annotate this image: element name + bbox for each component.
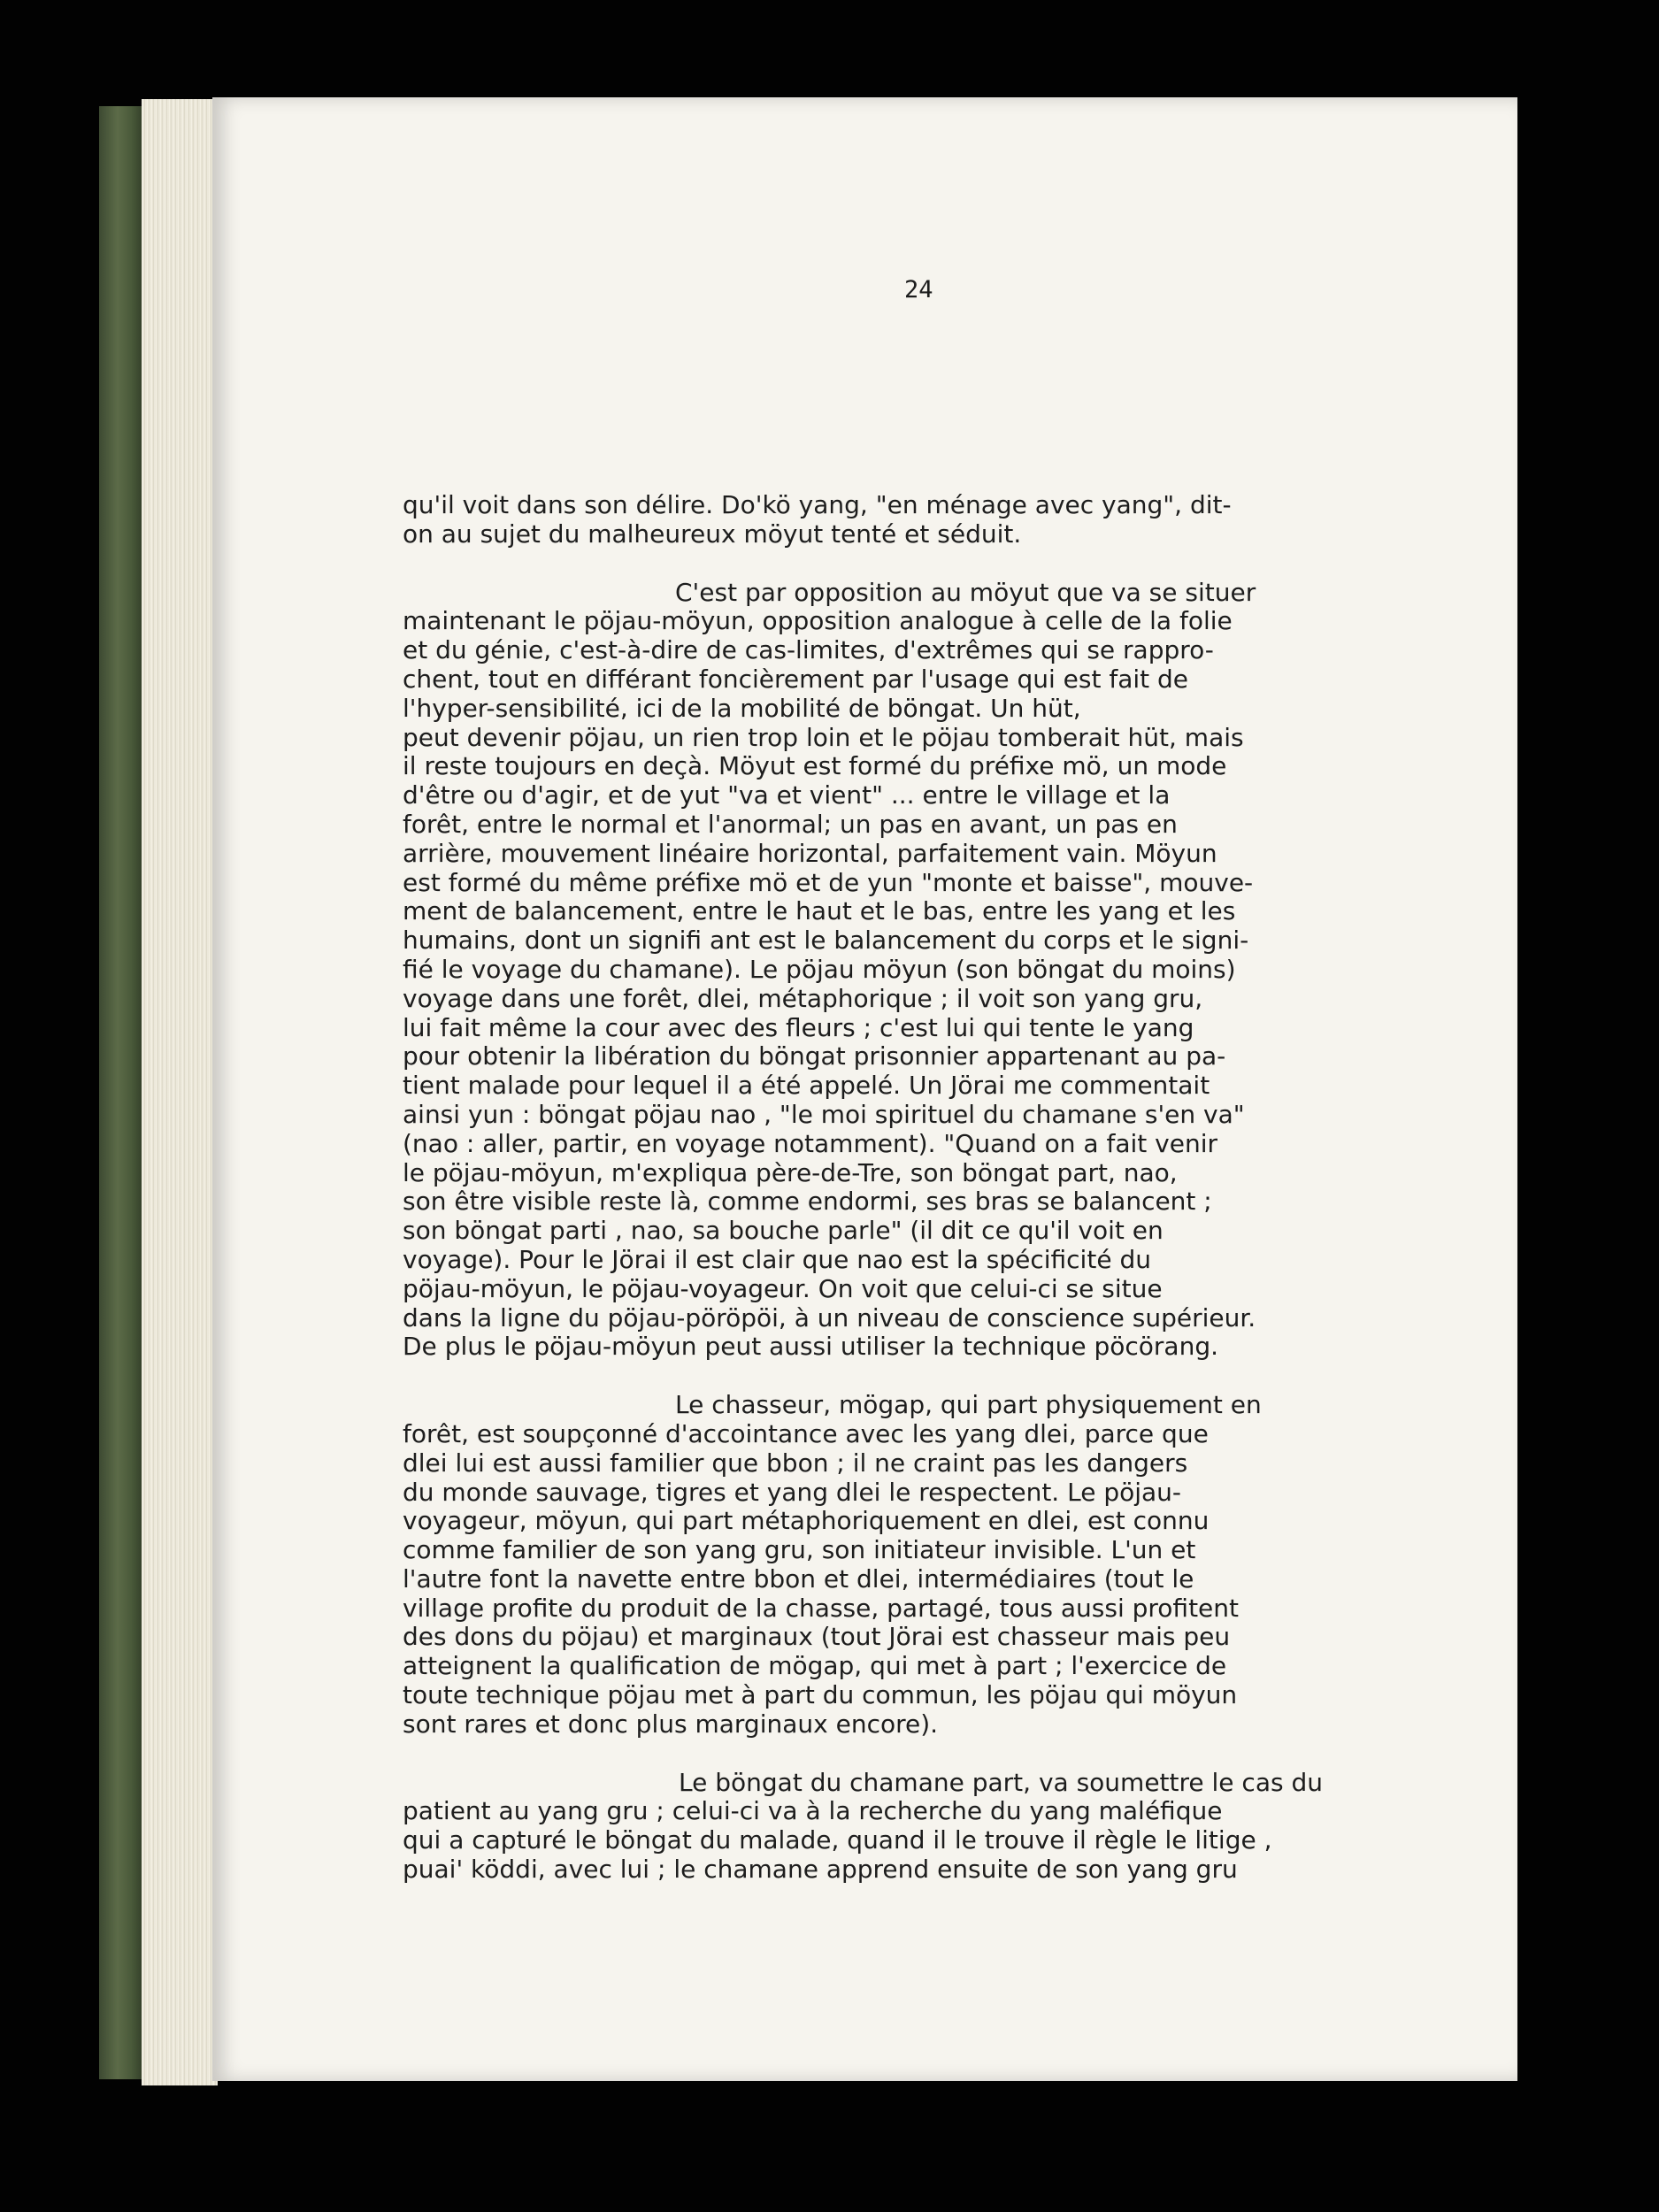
text-line: voyage dans une forêt, dlei, métaphorique ; il voit son yang gru,: [403, 983, 1203, 1013]
text-line: qui a capturé le böngat du malade, quand il le trouve il règle le litige ,: [403, 1825, 1272, 1855]
text-line: dans la ligne du pöjau-pöröpöi, à un niveau de conscience supérieur.: [403, 1302, 1256, 1333]
text-line: et du génie, c'est-à-dire de cas-limites, d'extrêmes qui se rappro-: [403, 635, 1214, 665]
text-line: est formé du même préfixe mö et de yun "monte et baisse", mouve-: [403, 867, 1254, 897]
text-line: d'être ou d'agir, et de yut "va et vient" ... entre le village et la: [403, 780, 1171, 810]
text-line: sont rares et donc plus marginaux encore).: [403, 1709, 939, 1739]
text-line: patient au yang gru ; celui-ci va à la recherche du yang maléfique: [403, 1796, 1223, 1826]
text-line: des dons du pöjau) et marginaux (tout Jörai est chasseur mais peu: [403, 1622, 1231, 1652]
text-line: Le böngat du chamane part, va soumettre le cas du: [679, 1767, 1323, 1797]
text-line: toute technique pöjau met à part du commun, les pöjau qui möyun: [403, 1680, 1238, 1710]
book-cover-edge: [99, 106, 145, 2079]
paragraph-gap: [403, 1362, 1429, 1391]
text-line: qu'il voit dans son délire. Do'kö yang, "en ménage avec yang", dit-: [403, 490, 1232, 519]
text-line: tient malade pour lequel il a été appelé. Un Jörai me commentait: [403, 1071, 1210, 1101]
text-line: forêt, entre le normal et l'anormal; un pas en avant, un pas en: [403, 809, 1178, 839]
text-line: ment de balancement, entre le haut et le bas, entre les yang et les: [403, 896, 1236, 926]
text-line: on au sujet du malheureux möyut tenté et séduit.: [403, 518, 1022, 549]
text-line: humains, dont un signifi ant est le balancement du corps et le signi-: [403, 926, 1249, 956]
text-line: maintenant le pöjau-möyun, opposition analogue à celle de la folie: [403, 606, 1233, 636]
text-line: lui fait même la cour avec des fleurs ; c'est lui qui tente le yang: [403, 1012, 1194, 1042]
text-line: pöjau-möyun, le pöjau-voyageur. On voit que celui-ci se situe: [403, 1273, 1163, 1303]
text-line: il reste toujours en deçà. Möyut est formé du préfixe mö, un mode: [403, 751, 1227, 781]
text-line: forêt, est soupçonné d'accointance avec les yang dlei, parce que: [403, 1418, 1209, 1448]
text-line: voyage). Pour le Jörai il est clair que nao est la spécificité du: [403, 1244, 1151, 1274]
text-line: C'est par opposition au möyut que va se situer: [675, 577, 1256, 607]
text-line: le pöjau-möyun, m'expliqua père-de-Tre, son böngat part, nao,: [403, 1157, 1178, 1187]
text-line: dlei lui est aussi familier que bbon ; il ne craint pas les dangers: [403, 1448, 1188, 1478]
text-line: (nao : aller, partir, en voyage notamment). "Quand on a fait venir: [403, 1128, 1217, 1158]
text-line: ainsi yun : böngat pöjau nao , "le moi spirituel du chamane s'en va": [403, 1099, 1245, 1129]
paragraph-gap: [403, 1740, 1429, 1769]
text-line: l'autre font la navette entre bbon et dlei, intermédiaires (tout le: [403, 1563, 1194, 1594]
text-line: son être visible reste là, comme endormi, ses bras se balancent ;: [403, 1187, 1212, 1217]
text-line: Le chasseur, mögap, qui part physiquement en: [675, 1390, 1262, 1420]
body-text: [403, 491, 1429, 1885]
text-line: puai' köddi, avec lui ; le chamane apprend ensuite de son yang gru: [403, 1855, 1238, 1885]
page-edges: [142, 99, 218, 2085]
text-line: l'hyper-sensibilité, ici de la mobilité de böngat. Un hüt,: [403, 693, 1081, 723]
text-line: comme familier de son yang gru, son initiateur invisible. L'un et: [403, 1535, 1196, 1565]
paragraph-gap: [403, 549, 1429, 579]
text-line: atteignent la qualification de mögap, qui met à part ; l'exercice de: [403, 1651, 1227, 1681]
text-line: son böngat parti , nao, sa bouche parle" (il dit ce qu'il voit en: [403, 1216, 1164, 1246]
text-line: voyageur, möyun, qui part métaphoriquement en dlei, est connu: [403, 1506, 1210, 1536]
text-line: fié le voyage du chamane). Le pöjau möyun (son böngat du moins): [403, 954, 1236, 984]
text-line: village profite du produit de la chasse, partagé, tous aussi profitent: [403, 1593, 1239, 1623]
text-line: De plus le pöjau-möyun peut aussi utiliser la technique pöcörang.: [403, 1332, 1218, 1362]
text-line: arrière, mouvement linéaire horizontal, parfaitement vain. Möyun: [403, 838, 1217, 868]
text-line: peut devenir pöjau, un rien trop loin et le pöjau tomberait hüt, mais: [403, 722, 1244, 752]
text-line: pour obtenir la libération du böngat prisonnier appartenant au pa-: [403, 1041, 1226, 1071]
text-line: chent, tout en différant foncièrement par l'usage qui est fait de: [403, 664, 1189, 694]
text-line: du monde sauvage, tigres et yang dlei le respectent. Le pöjau-: [403, 1477, 1182, 1507]
page-number: 24: [904, 276, 933, 303]
